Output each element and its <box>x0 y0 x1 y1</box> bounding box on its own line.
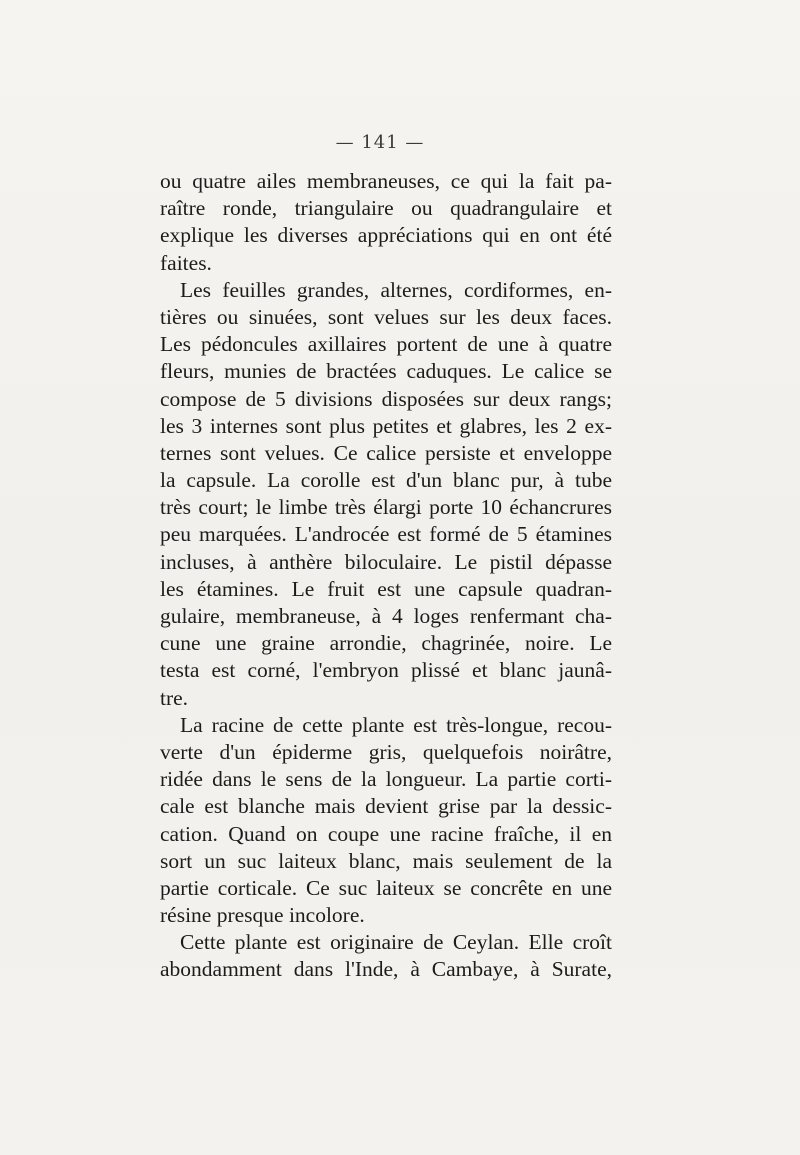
text-line: cale est blanche mais devient grise par la dessic- <box>160 794 612 819</box>
text-line: verte d'un épiderme gris, quelquefois noirâtre, <box>160 739 612 764</box>
text-line: peu marquées. L'androcée est formé de 5 étamines <box>160 522 612 547</box>
text-line: partie corticale. Ce suc laiteux se concrête en une <box>160 875 612 900</box>
text-line: La racine de cette plante est très-longue, recou- <box>180 712 612 737</box>
text-line: cune une graine arrondie, chagrinée, noire. Le <box>160 631 612 656</box>
text-line: incluses, à anthère biloculaire. Le pistil dépasse <box>160 549 612 574</box>
text-line: cation. Quand on coupe une racine fraîche, il en <box>160 821 612 846</box>
text-line: Les feuilles grandes, alternes, cordiformes, en- <box>180 277 612 302</box>
text-line: gulaire, membraneuse, à 4 loges renfermant cha- <box>160 604 612 628</box>
text-line: fleurs, munies de bractées caduques. Le calice se <box>160 359 612 384</box>
page-number: — 141 — <box>335 132 425 153</box>
text-line: raître ronde, triangulaire ou quadrangulaire et <box>160 196 612 221</box>
text-line: Cette plante est originaire de Ceylan. Elle croît <box>180 930 612 955</box>
text-line: testa est corné, l'embryon plissé et blanc jaunâ- <box>160 658 612 683</box>
text-line: faites. <box>160 250 212 275</box>
body-text <box>160 168 612 984</box>
text-line: ou quatre ailes membraneuses, ce qui la fait pa- <box>160 169 612 193</box>
text-line: les étamines. Le fruit est une capsule quadran- <box>160 576 612 601</box>
text-line: abondamment dans l'Inde, à Cambaye, à Surate, <box>160 957 612 982</box>
text-line: ridée dans le sens de la longueur. La partie corti- <box>160 767 612 792</box>
text-line: résine presque incolore. <box>160 903 365 928</box>
text-line: explique les diverses appréciations qui en ont été <box>160 223 612 248</box>
text-line: tières ou sinuées, sont velues sur les deux faces. <box>160 304 612 329</box>
text-line: compose de 5 divisions disposées sur deux rangs; <box>160 386 612 411</box>
text-line: la capsule. La corolle est d'un blanc pur, à tube <box>160 468 612 493</box>
text-line: les 3 internes sont plus petites et glabres, les 2 ex- <box>160 413 612 438</box>
text-line: tre. <box>160 685 189 710</box>
text-line: très court; le limbe très élargi porte 10 échancrures <box>160 495 612 520</box>
text-line: Les pédoncules axillaires portent de une à quatre <box>160 332 612 357</box>
text-line: sort un suc laiteux blanc, mais seulement de la <box>160 848 612 873</box>
text-line: ternes sont velues. Ce calice persiste et enveloppe <box>160 440 612 465</box>
